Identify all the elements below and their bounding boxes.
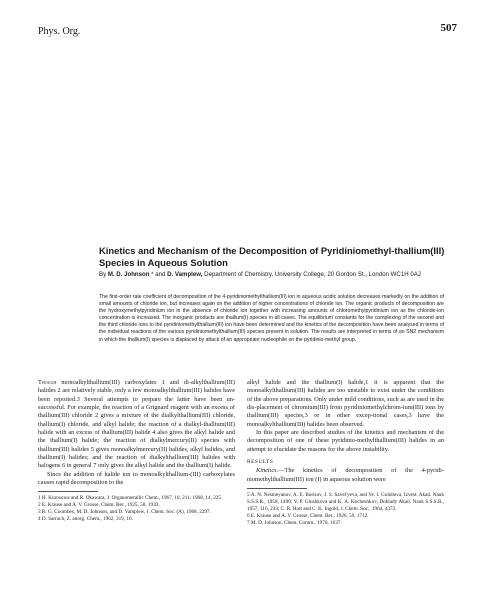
running-header-journal: Phys. Org. bbox=[38, 26, 81, 37]
drop-word: Though bbox=[38, 379, 57, 386]
intro-paragraph bbox=[38, 379, 235, 471]
footnote-3: 3 R. G. Coombes, M. D. Johnson, and D. Vamplew, J. Chem. Soc. (A), 1968, 2297. bbox=[38, 509, 211, 516]
intro-text: monoalkylthallium(III) carboxylates 1 and di-alkylthallium(III) halides 2 are relatively stable, only a few monoalkylthallium(III) halides have been reported.3 Several attempts to prepare the latter have been un-successful. For example, the reaction of a Grignard reagent with an excess of thallium(III) chloride 2 gives a mixture of the dialkylthallium(III) chloride, thallium(I) chloride, and alkyl halide; the reaction of a dialkyl-thallium(III) halide with an excess of thallium(III) halide 4 also gives the alkyl halide and the thallium(I) halide; the reaction of dialkylmercury(II) species with thallium(III) halides 5 gives monoalkylmercury(II) halides, alkyl halides, and thallium(I) halides; and the reaction of dialkylthallium(III) halides with halogens 6 in general 7 only gives the alkyl halide and the thallium(I) halide. bbox=[38, 379, 236, 470]
kinetics-text: —The kinetics of decomposition of the 4-pyridi-niomethylthallium(III) ion (I) in aqueous solution were bbox=[247, 467, 444, 483]
paragraph-4: In this paper are described studies of the kinetics and mechanism of the decomposition of one of these pyridinio-methylthallium(III) halides in an attempt to elucidate the reasons for the above instability. bbox=[247, 429, 444, 453]
paragraph-3: alkyl halide and the thallium(I) halide,1 it is apparent that the monoalkylthallium(III) halides are too unstable to exist under the conditions of the above preparations. Only under mild conditions, such as are used in the dis-placement of chromium(III) from pyridiniomethylchrom-ium(III) ions by thallium(III) species,3 or in other excep-tional cases,3 have the monoalkylthallium(III) halides been observed. bbox=[247, 379, 444, 428]
author-1: M. D. Johnson bbox=[107, 271, 150, 278]
paragraph-2: Since the addition of halide ion to monoalkylthallium-(III) carboxylates causes rapid decomposition to the bbox=[38, 470, 235, 487]
author-conjunction: and bbox=[155, 271, 166, 278]
affiliation: Department of Chemistry, University College, 20 Gordon St., London WC1H 0AJ bbox=[204, 271, 421, 278]
abstract: The first-order rate coefficient of decomposition of the 4-pyridiniomethylthallium(III) ion in aqueous acidic solution decreases markedly on the addition of small amounts of chloride ion, but increases again on the addition of higher concentrations of chloride ion. The organic products of decomposition are the hydroxymethylpyridinium ion in the absence of chloride ion together with increasing amounts of chloromethylpyridinium ion as the chloride-ion concentration is increased. The inorganic products are thallium(I) species in all cases. The equilibrium constants for the complexing of the second and the third chloride ions to the pyridiniomethylthallium(III) ion have been determined and the kinetics of the decomposition have been analysed in terms of the individual reactions of the various pyridiniomethylthallium(III) species present in solution. The results are interpreted in terms of an SN2 mechanism in which the thallium(I) species is displaced by attack of an appropriate nucleophile on the pyridinio-methyl group. bbox=[99, 294, 444, 343]
footnote-6: 6 E. Krause and A. V. Grosse, Chem. Ber., 1926, 59, 1712. bbox=[247, 512, 369, 519]
kinetics-paragraph bbox=[247, 467, 444, 484]
footnote-4: 4 D. Sarrach, Z. anorg. Chem., 1962, 319, 16. bbox=[38, 516, 133, 523]
footnote-1: 1 H. Kurosowa and R. Okawara, J. Organometallic Chem., 1967, 10, 211; 1968, 14, 225. bbox=[38, 495, 223, 502]
footnote-rule bbox=[38, 491, 98, 492]
footnote-2: 2 E. Krause and A. V. Grosse, Chem. Ber., 1925, 58, 1933. bbox=[38, 502, 160, 509]
corresponding-mark: * bbox=[151, 271, 154, 278]
footnote-7: 7 M. D. Johnson, Chem. Comm., 1970, 1637. bbox=[247, 519, 342, 526]
footnote-5: 5 A. N. Nesmeyanov, A. E. Borisov, J. S. Savel'yeva, and Ye. I. Golubeva, Izvest. Akad. Nauk S.S.S.R., 1958, 1490; V. P. Glushkova and K. A. Kocheshkov, Doklady Akad. Nauk S.S.S.R., 1957, 116, 233; C. R. Hart and C. K. Ingold, J. Chem. Soc., 1964, 4372. bbox=[247, 492, 444, 512]
body-column-left bbox=[38, 379, 235, 523]
author-prefix: By bbox=[99, 271, 107, 278]
kinetics-label: Kinetics. bbox=[256, 467, 279, 475]
page-number: 507 bbox=[440, 22, 457, 34]
article-title: Kinetics and Mechanism of the Decomposition of Pyridiniomethyl-thallium(III) Species in Aqueous Solution bbox=[99, 245, 445, 268]
author-line bbox=[99, 271, 444, 279]
body-column-right bbox=[247, 379, 444, 527]
footnote-rule bbox=[247, 488, 307, 489]
section-heading-results: RESULTS bbox=[247, 459, 274, 466]
author-2: D. Vamplew, bbox=[167, 271, 203, 278]
